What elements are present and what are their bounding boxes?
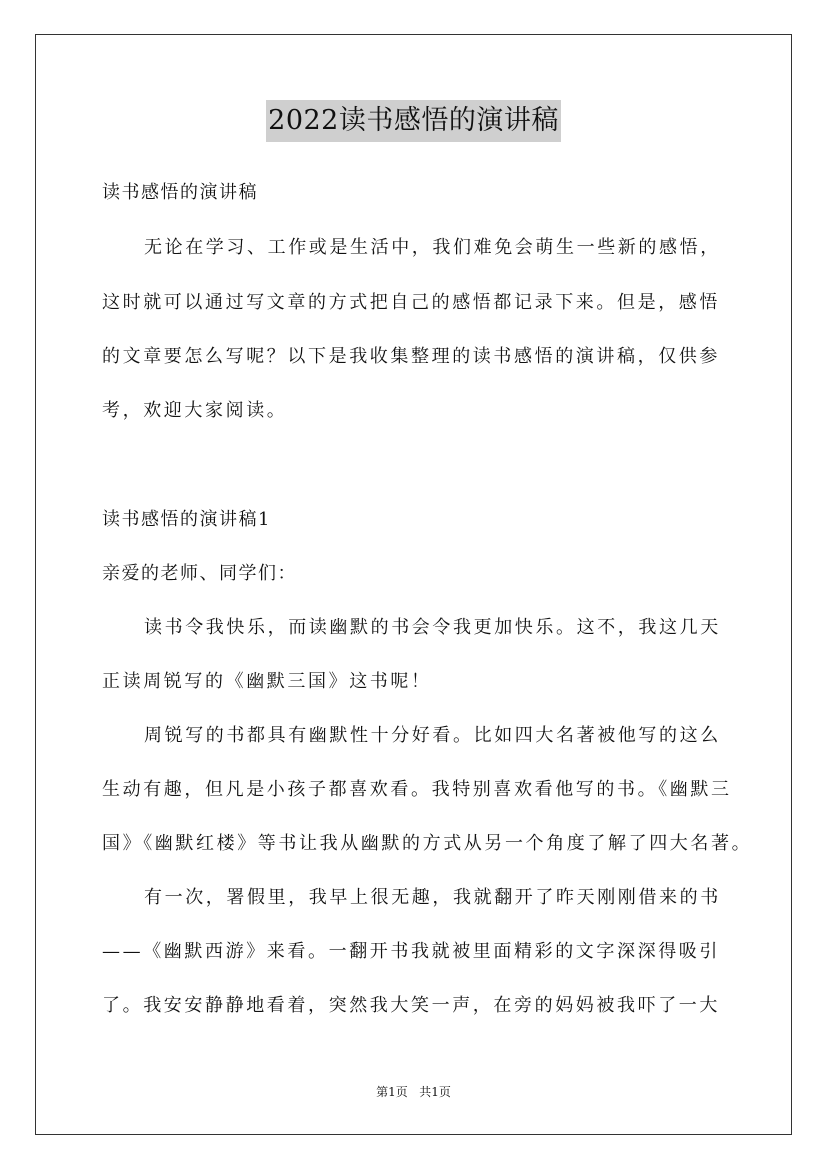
paragraph-line: ——《幽默西游》来看。一翻开书我就被里面精彩的文字深深得吸引 bbox=[102, 941, 720, 962]
page-number: 第1页 bbox=[376, 1085, 408, 1099]
paragraph-line: 国》《幽默红楼》等书让我从幽默的方式从另一个角度了解了四大名著。 bbox=[102, 833, 753, 854]
document-title: 2022读书感悟的演讲稿 bbox=[266, 100, 561, 142]
paragraph-line: 周锐写的书都具有幽默性十分好看。比如四大名著被他写的这么 bbox=[144, 725, 721, 746]
title-container bbox=[0, 100, 827, 142]
paragraph-line: 读书令我快乐，而读幽默的书会令我更加快乐。这不，我这几天 bbox=[144, 617, 721, 638]
paragraph-line: 考，欢迎大家阅读。 bbox=[102, 400, 288, 421]
salutation: 亲爱的老师、同学们： bbox=[102, 563, 297, 584]
page-total: 共1页 bbox=[419, 1085, 451, 1099]
page-footer bbox=[0, 1084, 827, 1100]
paragraph-line: 有一次，署假里，我早上很无趣，我就翻开了昨天刚刚借来的书 bbox=[144, 887, 721, 908]
paragraph-line: 了。我安安静静地看着，突然我大笑一声，在旁的妈妈被我吓了一大 bbox=[102, 995, 720, 1016]
paragraph-line: 生动有趣，但凡是小孩子都喜欢看。我特别喜欢看他写的书。《幽默三 bbox=[102, 779, 732, 800]
paragraph-line: 无论在学习、工作或是生活中，我们难免会萌生一些新的感悟， bbox=[144, 237, 721, 258]
paragraph-line: 正读周锐写的《幽默三国》这书呢！ bbox=[102, 671, 432, 692]
subtitle-heading: 读书感悟的演讲稿 bbox=[102, 182, 258, 203]
paragraph-line: 的文章要怎么写呢？以下是我收集整理的读书感悟的演讲稿，仅供参 bbox=[102, 346, 720, 367]
section-heading: 读书感悟的演讲稿1 bbox=[102, 509, 271, 530]
paragraph-line: 这时就可以通过写文章的方式把自己的感悟都记录下来。但是，感悟 bbox=[102, 292, 720, 313]
